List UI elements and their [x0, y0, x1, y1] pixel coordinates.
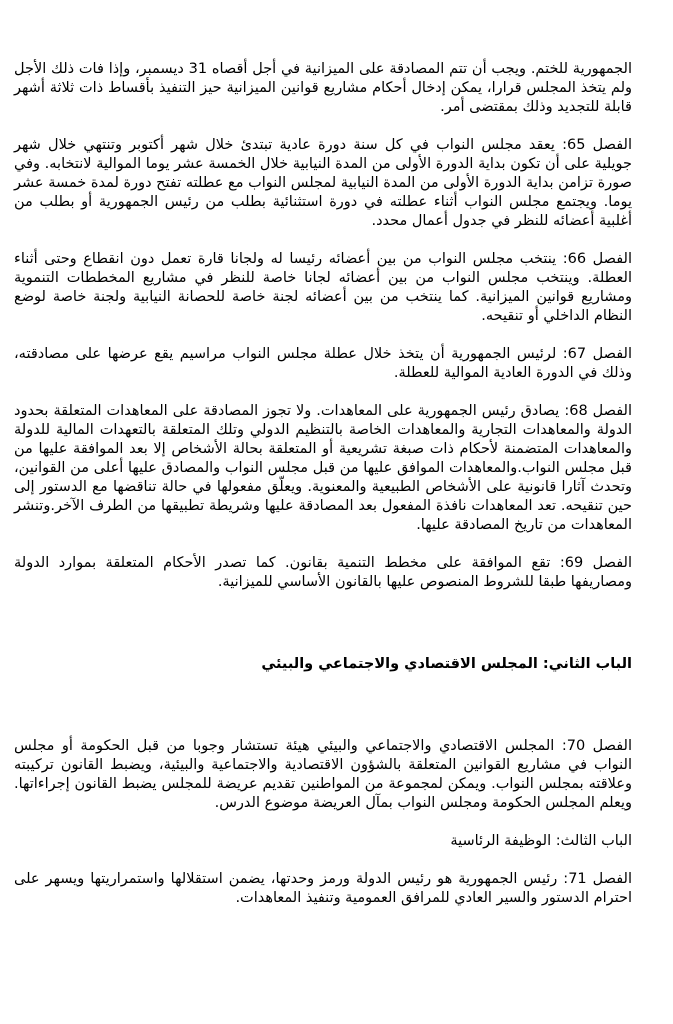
chapter-title: الباب الثاني: المجلس الاقتصادي والاجتماعي والبيئي — [261, 656, 632, 672]
article-71: الفصل 71: رئيس الجمهورية هو رئيس الدولة ورمز وحدتها، يضمن استقلالها واستمراريتها ويسهر على احترام الدستور والسير العادي للمرافق العمومية وتنفيذ المعاهدات. — [14, 871, 632, 906]
article-69: الفصل 69: تقع الموافقة على مخطط التنمية بقانون. كما تصدر الأحكام المتعلقة بموارد الدولة ومصاريفها طبقا للشروط المنصوص عليها بالقانون الأساسي للميزانية. — [14, 555, 632, 590]
article-67: الفصل 67: لرئيس الجمهورية أن يتخذ خلال عطلة مجلس النواب مراسيم يقع عرضها على مصادقته، وذلك في الدورة العادية الموالية للعطلة. — [14, 346, 632, 381]
article-66: الفصل 66: ينتخب مجلس النواب من بين أعضائه رئيسا له ولجانا قارة تعمل دون انقطاع وحتى أثناء العطلة. وينتخب مجلس النواب من بين أعضائه لجانا خاصة للنظر في مشاريع المخططات التنموية ومشاريع قوانين الميزانية. كما ينتخب من بين أعضائه لجنة خاصة للحصانة النيابية ولجنة خاصة لوضع النظام الداخلي أو تنقيحه. — [14, 251, 632, 324]
article-70: الفصل 70: المجلس الاقتصادي والاجتماعي والبيئي هيئة تستشار وجوبا من قبل الحكومة أو مجلس النواب في مشاريع القوانين المتعلقة بالشؤون الاقتصادية والاجتماعية والبيئية، ويضبط القانون تركيبته وعلاقته بمجلس النواب. ويمكن لمجموعة من المواطنين تقديم عريضة للمجلس يضبط القانون إجراءاتها. ويعلم المجلس الحكومة ومجلس النواب بمآل العريضة موضوع الدرس. — [14, 738, 633, 811]
document-page — [14, 60, 632, 927]
section-title: الباب الثالث: الوظيفة الرئاسية — [450, 833, 632, 849]
article-65: الفصل 65: يعقد مجلس النواب في كل سنة دورة عادية تبتدئ خلال شهر أكتوبر وتنتهي خلال شهر جويلية على أن تكون بداية الدورة الأولى من المدة النيابية خلال الخمسة عشر يوما الموالية لانتخابه. وفي صورة تزامن بداية الدورة الأولى من المدة النيابية لمجلس النواب مع عطلته تفتح دورة لمدة خمسة عشر يوما. ويجتمع مجلس النواب أثناء عطلته في دورة استثنائية بطلب من رئيس الجمهورية أو بطلب من أغلبية أعضائه للنظر في جدول أعمال محدد. — [14, 137, 632, 229]
article-68: الفصل 68: يصادق رئيس الجمهورية على المعاهدات. ولا تجوز المصادقة على المعاهدات المتعلقة بحدود الدولة والمعاهدات التجارية والمعاهدات الخاصة بالتنظيم الدولي وتلك المتعلقة بالتعهدات المالية للدولة والمعاهدات المتضمنة لأحكام ذات صبغة تشريعية أو المتعلقة بحالة الأشخاص إلا بعد الموافقة عليها من قبل مجلس النواب.والمعاهدات الموافق عليها من قبل مجلس النواب والمصادق عليها أعلى من القوانين، وتحدث آثارا قانونية على الأشخاص الطبيعية والمعنوية. ويعلّق مفعولها في حالة تناقضها مع الدستور إلى حين تنقيحه. تعد المعاهدات نافذة المفعول بعد المصادقة عليها وشريطة تطبيقها من الطرف الآخر.وتنشر المعاهدات من تاريخ المصادقة عليها. — [14, 403, 632, 533]
paragraph-budget-continuation: الجمهورية للختم. ويجب أن تتم المصادقة على الميزانية في أجل أقصاه 31 ديسمبر، وإذا فات ذلك الأجل ولم يتخذ المجلس قرارا، يمكن إدخال أحكام مشاريع قوانين الميزانية حيز التنفيذ بأقساط ذات ثلاثة أشهر قابلة للتجديد وذلك بمقتضى أمر. — [14, 61, 632, 115]
